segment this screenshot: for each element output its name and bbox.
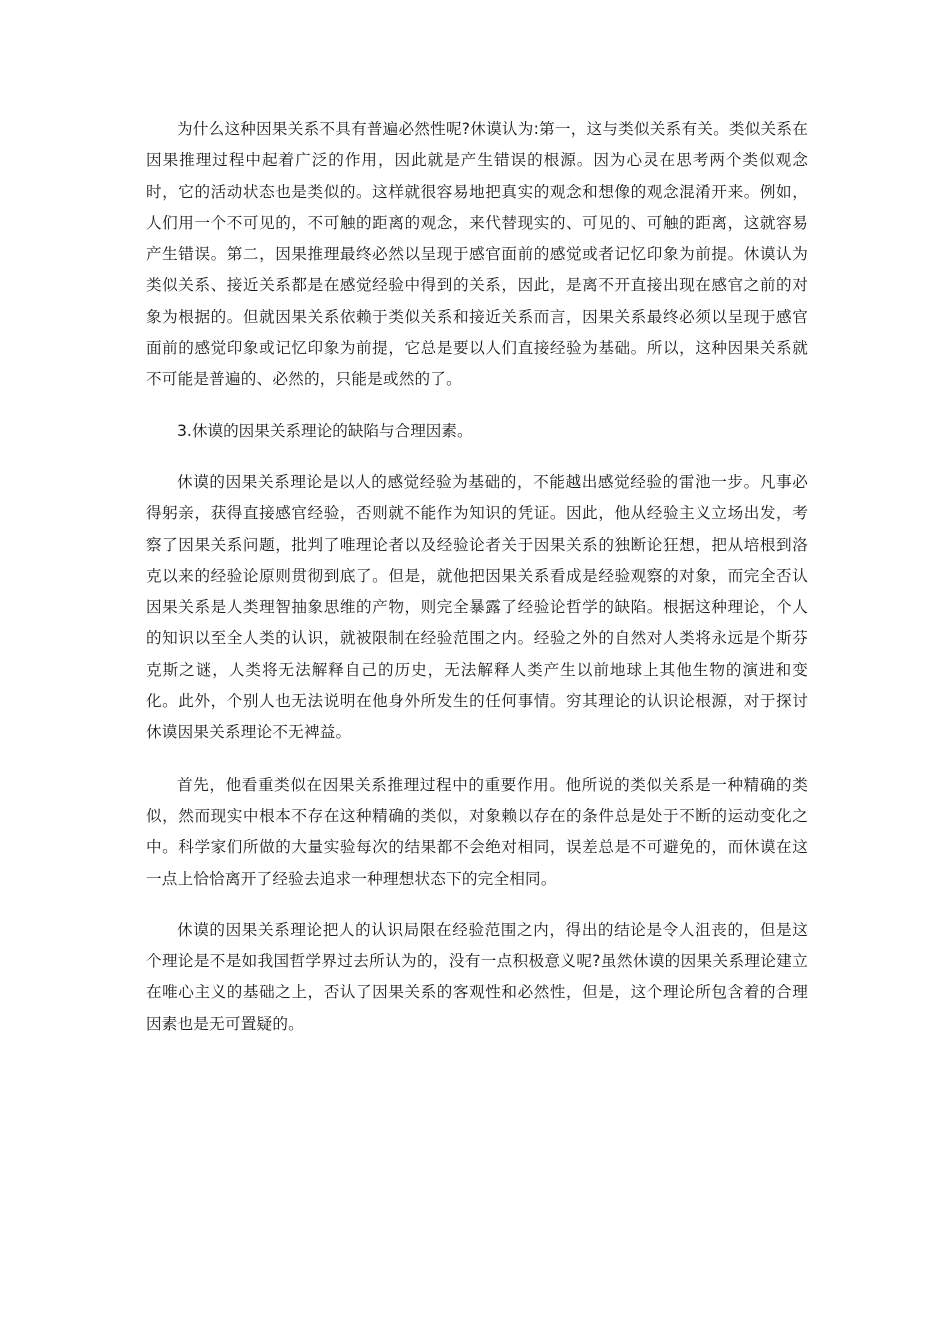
paragraph-causality-necessity: 为什么这种因果关系不具有普遍必然性呢?休谟认为:第一，这与类似关系有关。类似关系在因果推理过程中起着广泛的作用，因此就是产生错误的根源。因为心灵在思考两个类似观念时，它的活动状态也是类似的。这样就很容易地把真实的观念和想像的观念混淆开来。例如，人们用一个不可见的，不可触的距离的观念，来代替现实的、可见的、可触的距离，这就容易产生错误。第二，因果推理最终必然以呈现于感官面前的感觉或者记忆印象为前提。休谟认为类似关系、接近关系都是在感觉经验中得到的关系，因此，是离不开直接出现在感官之前的对象为根据的。但就因果关系依赖于类似关系和接近关系而言，因果关系最终必须以呈现于感官面前的感觉印象或记忆印象为前提，它总是要以人们直接经验为基础。所以，这种因果关系就不可能是普遍的、必然的，只能是或然的了。 [146, 120, 808, 389]
paragraph-reasonable-factors: 休谟的因果关系理论把人的认识局限在经验范围之内，得出的结论是令人沮丧的，但是这个理论是不是如我国哲学界过去所认为的，没有一点积极意义呢?虽然休谟的因果关系理论建立在唯心主义的基础之上，否认了因果关系的客观性和必然性，但是，这个理论所包含着的合理因素也是无可置疑的。 [146, 920, 808, 1033]
paragraph-similarity-role: 首先，他看重类似在因果关系推理过程中的重要作用。他所说的类似关系是一种精确的类似，然而现实中根本不存在这种精确的类似，对象赖以存在的条件总是处于不断的运动变化之中。科学家们所做的大量实验每次的结果都不会绝对相同，误差总是不可避免的，而休谟在这一点上恰恰离开了经验去追求一种理想状态下的完全相同。 [146, 775, 808, 888]
paragraph-empiricism-defects: 休谟的因果关系理论是以人的感觉经验为基础的，不能越出感觉经验的雷池一步。凡事必得躬亲，获得直接感官经验，否则就不能作为知识的凭证。因此，他从经验主义立场出发，考察了因果关系问题，批判了唯理论者以及经验论者关于因果关系的独断论狂想，把从培根到洛克以来的经验论原则贯彻到底了。但是，就他把因果关系看成是经验观察的对象，而完全否认因果关系是人类理智抽象思维的产物，则完全暴露了经验论哲学的缺陷。根据这种理论，个人的知识以至全人类的认识，就被限制在经验范围之内。经验之外的自然对人类将永远是个斯芬克斯之谜，人类将无法解释自己的历史，无法解释人类产生以前地球上其他生物的演进和变化。此外，个别人也无法说明在他身外所发生的任何事情。穷其理论的认识论根源，对于探讨休谟因果关系理论不无裨益。 [146, 472, 808, 742]
section-heading: 3.休谟的因果关系理论的缺陷与合理因素。 [177, 421, 473, 440]
document-page [146, 114, 808, 1040]
